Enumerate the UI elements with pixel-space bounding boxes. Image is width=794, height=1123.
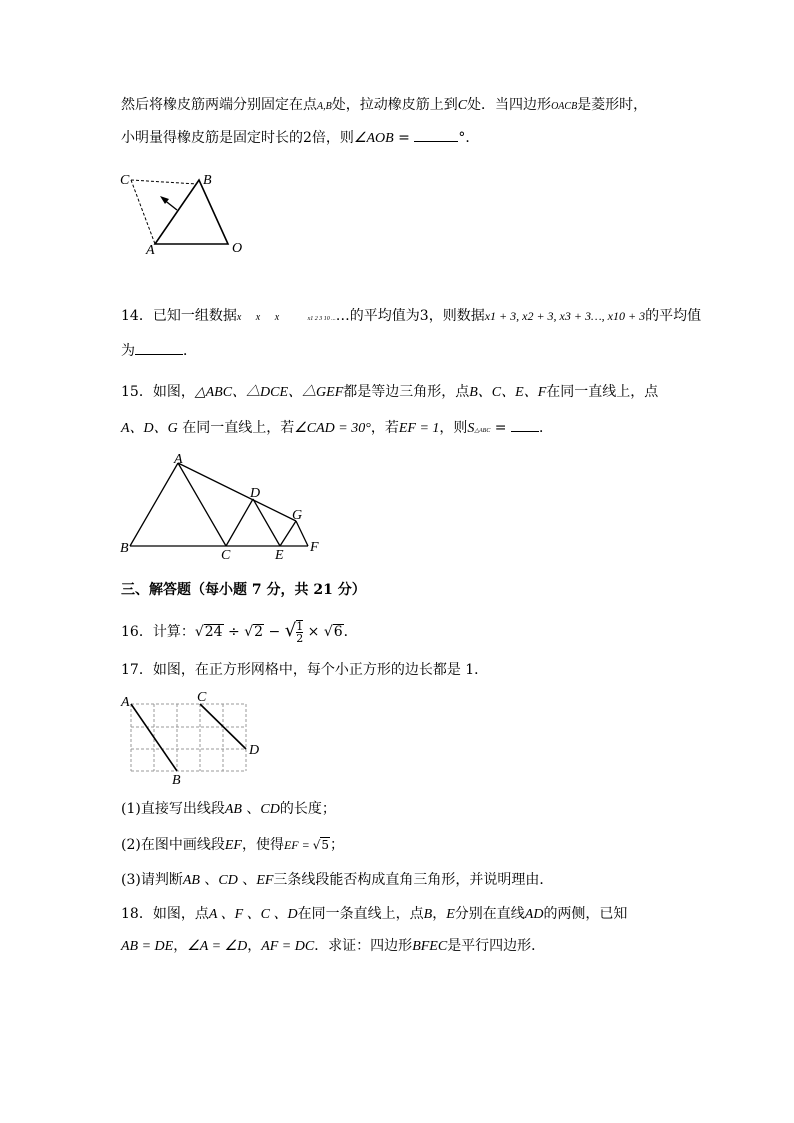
- q13-point-c: C: [457, 98, 468, 113]
- q16-divide: ÷: [228, 624, 240, 640]
- q13-line2: [121, 128, 479, 148]
- q15-figure: [118, 448, 333, 563]
- q15-text: ，若: [370, 420, 399, 436]
- sqrt-symbol: √: [323, 624, 333, 640]
- q14-expression: x1 + 3, x2 + 3, x3 + 3…, x10 + 3: [484, 309, 646, 323]
- q15-text: 15．如图，: [121, 384, 195, 400]
- q13-text: 小明量得橡皮筋是固定时长的2倍，则: [121, 130, 354, 146]
- q17-label-a: A: [121, 695, 130, 710]
- q18-text: ，: [432, 906, 447, 922]
- q15-points2: A、D、G: [121, 421, 178, 436]
- q13-line1: [121, 96, 647, 116]
- q14-vars: x x x: [236, 312, 286, 323]
- q15-answer-blank: [511, 418, 539, 432]
- q13-text: 是菱形时，: [577, 97, 648, 113]
- q16-radicand-24: 24: [204, 624, 223, 640]
- q13-label-c: C: [120, 173, 130, 188]
- q14-text: …的平均值为3，则数据: [335, 308, 485, 324]
- q16-prefix: 16．计算：: [121, 624, 195, 640]
- q16-line: [121, 620, 358, 644]
- q18-cond1: AB = DE: [121, 939, 174, 954]
- q14-text: 为: [121, 343, 135, 359]
- q15-label-b: B: [120, 541, 129, 556]
- q16-minus: −: [268, 624, 281, 640]
- sqrt-symbol: √: [244, 624, 254, 640]
- q13-points: A,B: [317, 101, 332, 112]
- q15-line2: [121, 418, 553, 440]
- q18-cond3: AF = DC: [261, 939, 315, 954]
- q13-end: °．: [458, 130, 480, 146]
- q13-label-o: O: [232, 241, 243, 256]
- q15-label-f: F: [310, 540, 319, 555]
- q17-eq: EF =: [283, 838, 313, 852]
- q18-points: A 、F 、C 、D: [208, 907, 298, 922]
- sqrt-symbol: √: [284, 620, 297, 641]
- q17-radicand-5: 5: [321, 838, 330, 852]
- q17-label-b: B: [172, 773, 181, 788]
- q15-label-e: E: [275, 548, 284, 563]
- q18-point-b: B: [423, 907, 433, 922]
- q14-text: 的平均值: [645, 308, 702, 324]
- q17-text: 的长度；: [279, 801, 336, 817]
- q18-text: 是平行四边形．: [447, 938, 546, 954]
- q16-radicand-6: 6: [333, 624, 343, 640]
- q17-text: 、: [237, 872, 257, 888]
- q17-part3: [121, 871, 553, 890]
- q15-label-g: G: [292, 508, 303, 523]
- q14-subscripts: x1 2 3 10 ...: [307, 316, 336, 322]
- q13-label-a: A: [146, 243, 155, 258]
- q18-cond2: ∠A = ∠D: [187, 939, 248, 954]
- sqrt-symbol: √: [194, 624, 204, 640]
- q15-label-a: A: [174, 452, 183, 467]
- q18-text: 在同一条直线上，点: [297, 906, 424, 922]
- q15-line1: [121, 383, 658, 402]
- q17-text: 、: [241, 801, 261, 817]
- q18-text: 18．如图，点: [121, 906, 209, 922]
- q16-radicand-2: 2: [254, 624, 264, 640]
- q15-angle: ∠CAD = 30°: [294, 421, 371, 436]
- q15-area-sub: △ABC: [474, 428, 491, 434]
- q17-text: 、: [199, 872, 219, 888]
- q13-eq: =: [398, 130, 410, 146]
- q15-end: ．: [539, 420, 553, 436]
- q17-label-c: C: [197, 690, 207, 705]
- q15-eq: =: [490, 420, 511, 436]
- q18-text: ．求证：四边形: [314, 938, 413, 954]
- q17-ab: AB: [224, 802, 242, 817]
- q17-text: ；: [330, 837, 345, 853]
- q15-points: B、C、E、F: [469, 385, 547, 400]
- q17-ef: EF: [224, 838, 242, 853]
- q17-text: ，使得: [241, 837, 284, 853]
- q18-line2: [121, 937, 545, 956]
- section3-heading: 三、解答题（每小题 7 分，共 21 分）: [121, 582, 366, 598]
- q18-text: 分别在直线: [454, 906, 525, 922]
- q17-part2: [121, 836, 344, 855]
- q13-text: 处．当四边形: [467, 97, 552, 113]
- sqrt-symbol: √: [312, 838, 321, 852]
- q17-cd: CD: [218, 873, 238, 888]
- q18-line-ad: AD: [524, 907, 544, 922]
- q15-triangles: △ABC、△DCE、△GEF: [194, 385, 344, 400]
- q13-answer-blank: [414, 128, 458, 142]
- q13-label-b: B: [203, 173, 212, 188]
- q17-cd: CD: [260, 802, 280, 817]
- q17-grid-figure: [118, 688, 268, 788]
- q15-area: S: [467, 421, 475, 436]
- q16-denominator: 2: [296, 632, 304, 645]
- q18-quad: BFEC: [412, 939, 448, 954]
- q17-text: (2)在图中画线段: [121, 837, 225, 853]
- q15-ef: EF = 1: [398, 421, 440, 436]
- q17-part1: [121, 800, 336, 819]
- q15-text: 在同一直线上，点: [546, 384, 659, 400]
- q18-line1: [121, 905, 627, 924]
- q16-numerator: 1: [296, 620, 304, 633]
- q14-answer-blank: [135, 341, 183, 355]
- q15-text: ，则: [439, 420, 468, 436]
- q17-line1: 17．如图，在正方形网格中，每个小正方形的边长都是 1．: [121, 662, 489, 678]
- q16-times: ×: [307, 624, 320, 640]
- q17-ab: AB: [182, 873, 200, 888]
- q17-text: 三条线段能否构成直角三角形，并说明理由．: [273, 872, 554, 888]
- q13-text: 然后将橡皮筋两端分别固定在点: [121, 97, 317, 113]
- q13-figure: [115, 168, 255, 263]
- q18-text: ，: [247, 938, 262, 954]
- q15-text: 都是等边三角形，点: [343, 384, 470, 400]
- q16-fraction: [296, 620, 303, 644]
- q15-text: 在同一直线上，若: [177, 420, 295, 436]
- q14-line2: [121, 341, 197, 360]
- q18-point-e: E: [446, 907, 455, 922]
- q13-quad: OACB: [551, 101, 578, 112]
- q16-end: ．: [343, 624, 358, 640]
- q18-text: ，: [173, 938, 188, 954]
- q18-text: 的两侧，已知: [543, 906, 628, 922]
- q14-line1: [121, 307, 701, 328]
- q14-text: 14．已知一组数据: [121, 308, 237, 324]
- q14-end: ．: [183, 343, 197, 359]
- q15-label-c: C: [221, 548, 231, 563]
- q15-label-d: D: [250, 486, 261, 501]
- q13-text: 处，拉动橡皮筋上到: [331, 97, 458, 113]
- q17-text: (3)请判断: [121, 872, 183, 888]
- q17-ef: EF: [256, 873, 274, 888]
- q17-label-d: D: [249, 743, 260, 758]
- q13-angle: ∠AOB: [353, 131, 394, 146]
- q17-text: (1)直接写出线段: [121, 801, 225, 817]
